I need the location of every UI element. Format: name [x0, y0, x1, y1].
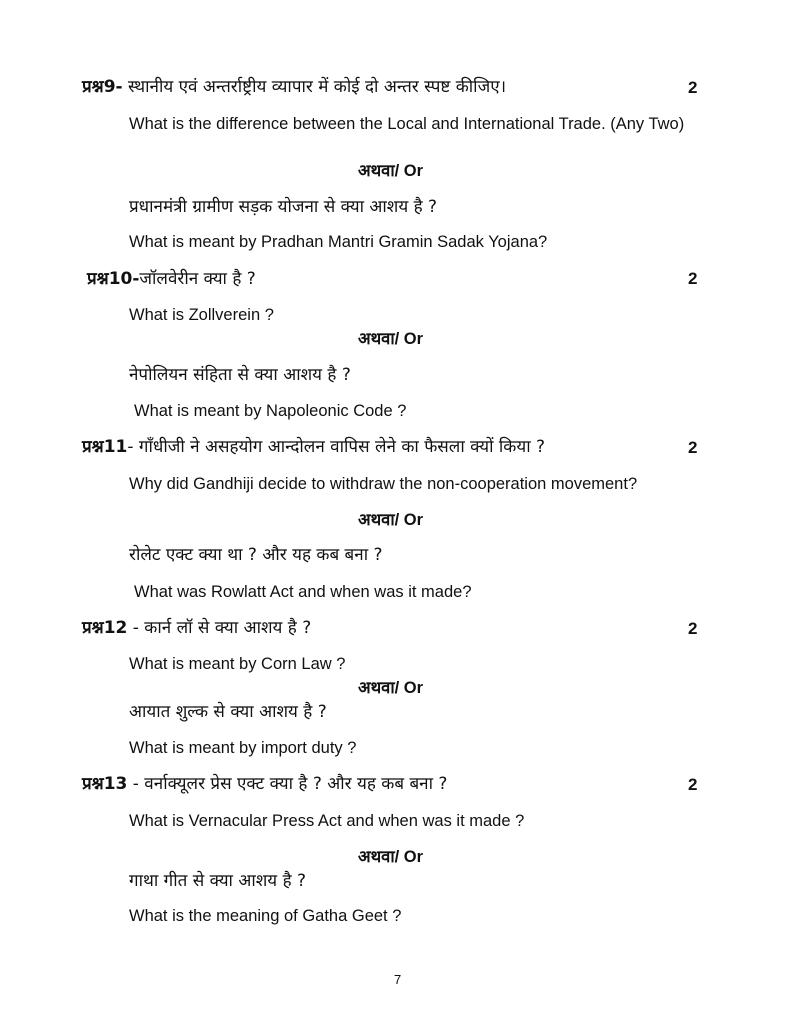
question-13-english: What is Vernacular Press Act and when was it made ? [129, 812, 525, 830]
question-9-english: What is the difference between the Local and International Trade. (Any Two) [129, 115, 685, 133]
question-10-heading [87, 268, 717, 290]
question-12-heading [82, 617, 712, 639]
question-10-or [358, 328, 423, 350]
question-12-alt-english: What is meant by import duty ? [129, 739, 357, 757]
page-number: 7 [394, 972, 402, 987]
question-10-english: What is Zollverein ? [129, 306, 274, 324]
or-hindi: अथवा [358, 847, 395, 866]
question-11-english: Why did Gandhiji decide to withdraw the non-cooperation movement? [129, 475, 638, 493]
or-hindi: अथवा [358, 678, 395, 697]
question-12-or [358, 677, 423, 699]
question-9-alt-english: What is meant by Pradhan Mantri Gramin Sadak Yojana? [129, 233, 548, 251]
question-11-alt-hindi: रोलेट एक्ट क्या था ? और यह कब बना ? [129, 545, 383, 565]
question-9-alt-hindi: प्रधानमंत्री ग्रामीण सड़क योजना से क्या आशय है ? [129, 197, 438, 217]
question-11-marks: 2 [688, 438, 698, 457]
question-9-hindi: स्थानीय एवं अन्तर्राष्ट्रीय व्यापार में कोई दो अन्तर स्पष्ट कीजिए। [122, 77, 507, 97]
question-9-or [358, 160, 423, 182]
question-10-alt-english: What is meant by Napoleonic Code ? [134, 402, 407, 420]
question-13-or [358, 846, 423, 868]
question-13-number: प्रश्न13 [82, 774, 128, 794]
question-10-hindi: जॉलवेरीन क्या है ? [139, 269, 256, 289]
question-12-hindi: - कार्न लॉ से क्या आशय है ? [127, 618, 312, 638]
question-10-marks: 2 [688, 269, 698, 288]
question-9-heading [82, 76, 712, 98]
question-13-heading [82, 773, 712, 795]
question-9-marks: 2 [688, 78, 698, 97]
question-13-hindi: - वर्नाक्यूलर प्रेस एक्ट क्या है ? और यह कब बना ? [127, 774, 448, 794]
question-10-alt-hindi: नेपोलियन संहिता से क्या आशय है ? [129, 365, 351, 385]
question-9-number: प्रश्न9- [82, 77, 123, 97]
question-11-number: प्रश्न11 [82, 437, 128, 457]
question-12-number: प्रश्न12 [82, 618, 128, 638]
or-hindi: अथवा [358, 329, 395, 348]
question-11-heading [82, 436, 712, 458]
question-11-alt-english: What was Rowlatt Act and when was it made? [134, 583, 472, 601]
or-english: / Or [394, 330, 424, 348]
question-11-or [358, 509, 423, 531]
or-hindi: अथवा [358, 510, 395, 529]
question-12-english: What is meant by Corn Law ? [129, 655, 346, 673]
question-13-marks: 2 [688, 775, 698, 794]
or-english: / Or [394, 679, 424, 697]
or-english: / Or [394, 162, 424, 180]
question-10-number: प्रश्न10- [87, 269, 140, 289]
or-hindi: अथवा [358, 161, 395, 180]
question-12-marks: 2 [688, 619, 698, 638]
question-12-alt-hindi: आयात शुल्क से क्या आशय है ? [129, 702, 327, 722]
or-english: / Or [394, 511, 424, 529]
question-11-hindi: - गाँधीजी ने असहयोग आन्दोलन वापिस लेने का फैसला क्यों किया ? [127, 437, 546, 457]
or-english: / Or [394, 848, 424, 866]
question-13-alt-hindi: गाथा गीत से क्या आशय है ? [129, 871, 307, 891]
question-13-alt-english: What is the meaning of Gatha Geet ? [129, 907, 402, 925]
